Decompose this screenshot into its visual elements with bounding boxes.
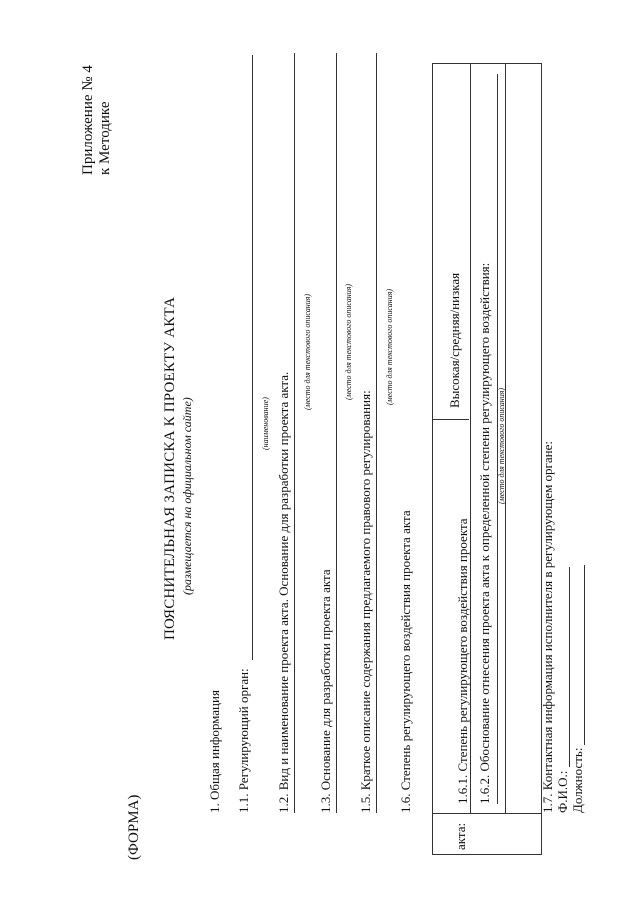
table-divider [433, 813, 541, 814]
act-type-input-line [294, 53, 295, 813]
contact-name-label: Ф.И.О.: [555, 770, 570, 813]
document-title: ПОЯСНИТЕЛЬНАЯ ЗАПИСКА К ПРОЕКТУ АКТА [162, 296, 178, 640]
impact-table [432, 63, 542, 855]
contact-position-line [584, 565, 585, 745]
contact-name-line [569, 567, 570, 767]
justification-hint: (место для текстового описания) [497, 387, 506, 504]
basis-input-line [336, 53, 337, 813]
appendix-label [80, 65, 114, 175]
regulator-input-line [252, 55, 253, 660]
table-divider [433, 419, 469, 420]
table-prefix: акта: [453, 822, 468, 850]
regulator-hint: (наименование) [261, 397, 270, 450]
section-act-type: 1.2. Вид и наименование проекта акта. Основание для разработки проекта акта. [276, 371, 291, 813]
summary-hint: (место для текстового описания) [385, 288, 394, 405]
basis-hint: (место для текстового описания) [344, 283, 353, 400]
summary-input-line [376, 53, 377, 813]
section-general-info: 1. Общая информация [207, 690, 222, 813]
section-contact: 1.7. Контактная информация исполнителя в регулирующем органе: [540, 441, 555, 813]
impact-degree-value: Высокая/средняя/низкая [447, 272, 462, 408]
document-subtitle: (размещается на официальном сайте) [180, 397, 194, 595]
section-impact-degree: 1.6. Степень регулирующего воздействия проекта акта [398, 510, 413, 813]
section-basis: 1.3. Основание для разработки проекта акта [318, 569, 333, 813]
section-summary: 1.5. Краткое описание содержания предлагаемого правового регулирования: [358, 390, 373, 813]
impact-degree-label: 1.6.1. Степень регулирующего воздействия проекта [455, 518, 470, 804]
appendix-line-2: к Методике [97, 101, 113, 175]
appendix-line-1: Приложение № 4 [80, 65, 96, 175]
contact-position-label: Должность: [570, 747, 585, 813]
act-type-hint: (место для текстового описания) [303, 293, 312, 410]
impact-justification-label: 1.6.2. Обоснование отнесения проекта акта к определенной степени регулирующего воздействия: [477, 262, 492, 804]
section-regulator: 1.1. Регулирующий орган: [236, 668, 251, 813]
form-label: (ФОРМА) [126, 794, 142, 860]
